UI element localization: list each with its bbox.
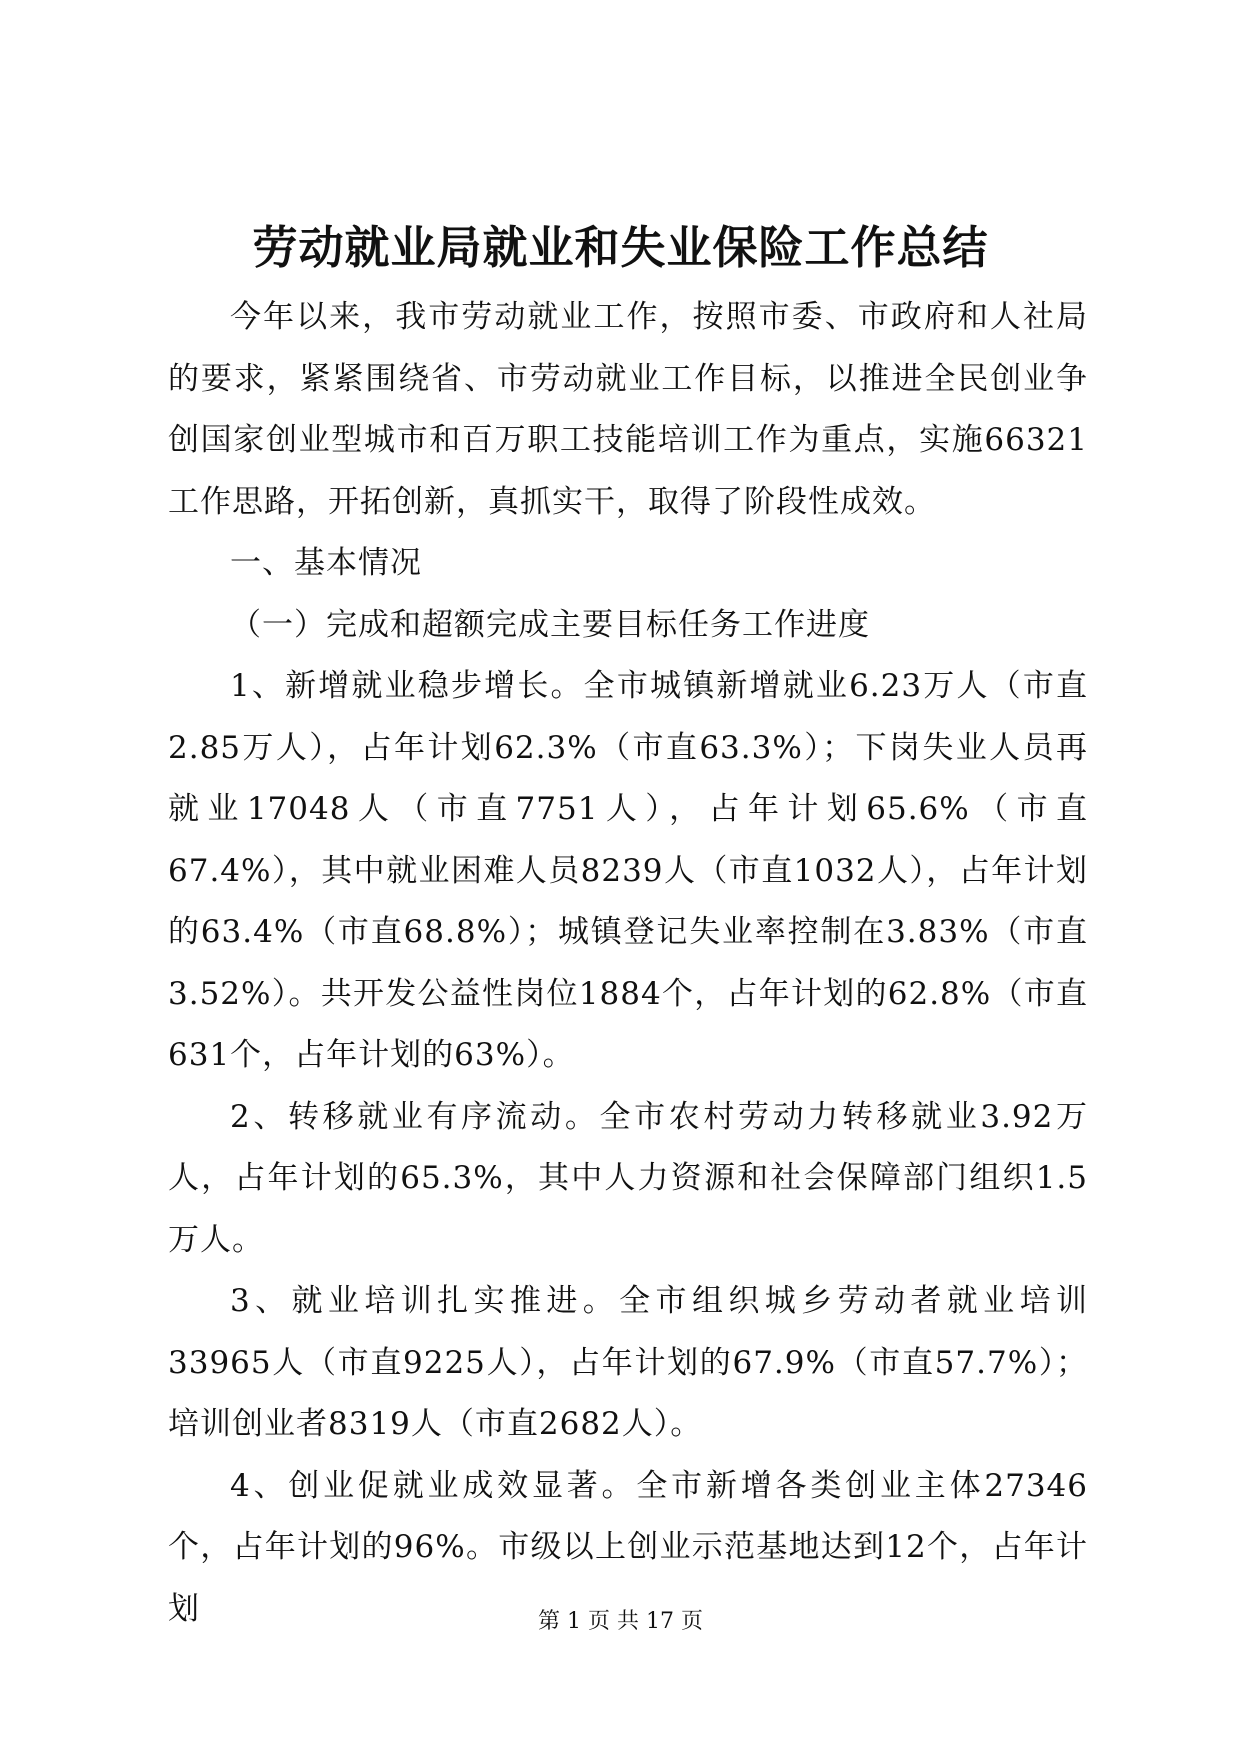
paragraph-intro: 今年以来，我市劳动就业工作，按照市委、市政府和人社局的要求，紧紧围绕省、市劳动就业工作目标，以推进全民创业争创国家创业型城市和百万职工技能培训工作为重点，实施66321工作思路，开拓创新，真抓实干，取得了阶段性成效。 — [168, 299, 1088, 520]
paragraph-entrepreneurship: 4、创业促就业成效显著。全市新增各类创业主体27346个，占年计划的96%。市级以上创业示范基地达到12个，占年计划 — [168, 1467, 1088, 1627]
document-body — [168, 287, 1088, 1640]
paragraph-training: 3、就业培训扎实推进。全市组织城乡劳动者就业培训33965人（市直9225人），占年计划的67.9%（市直57.7%）；培训创业者8319人（市直2682人）。 — [168, 1283, 1088, 1442]
document-title: 劳动就业局就业和失业保险工作总结 — [252, 221, 989, 274]
paragraph-transfer-employment: 2、转移就业有序流动。全市农村劳动力转移就业3.92万人，占年计划的65.3%，其中人力资源和社会保障部门组织1.5万人。 — [168, 1098, 1088, 1258]
subsection-heading-progress: （一）完成和超额完成主要目标任务工作进度 — [230, 606, 870, 643]
section-heading-basic: 一、基本情况 — [230, 545, 422, 581]
page-footer: 第 1 页 共 17 页 — [538, 1609, 703, 1634]
paragraph-employment-growth: 1、新增就业稳步增长。全市城镇新增就业6.23万人（市直2.85万人），占年计划62.3%（市直63.3%）；下岗失业人员再就业17048人（市直7751人），占年计划65.6%（市直67.4%），其中就业困难人员8239人（市直1032人），占年计划的63.4%（市直68.8%）；城镇登记失业率控制在3.83%（市直3.52%）。共开发公益性岗位1884个，占年计划的62.8%（市直631个，占年计划的63%）。 — [168, 668, 1088, 1073]
